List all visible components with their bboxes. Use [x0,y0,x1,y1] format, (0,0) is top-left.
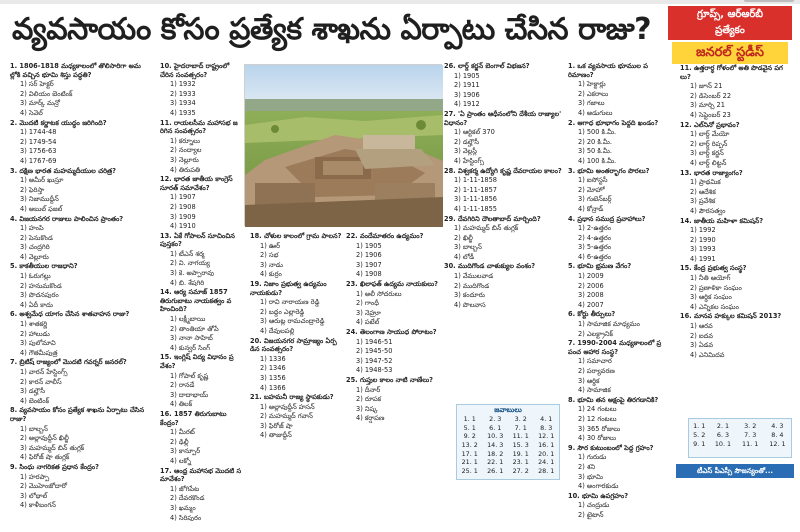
answer-option: 4) 1366 [260,383,286,392]
answer-option: 3) 2008 [578,291,604,300]
answer-option: 4) గౌతమీపుత్ర [20,348,58,357]
question-text: 1. 1806-1818 మధ్యకాలంలో తొలిసారిగా అమల్లోకి వచ్చిన భూమి శిస్తు పద్ధతి? [10,62,141,79]
answer-option: 3) కాన్పూర్ [170,447,201,456]
answer-option: 3) ఆర్థిక సంఘం [690,293,732,302]
answer-cell: 5. 1 [463,423,476,432]
answer-option: 2) ఢిల్లీ [170,437,189,446]
answer-cell: 21. 1 [461,458,478,467]
answers-row [689,430,791,439]
question-text: 14. ఆర్య సమాజ్ 1857 తిరుగుబాటు నాయకత్వం వహించింది? [160,288,232,314]
answer-option: 4) కున్వర్ సింగ్ [170,343,210,352]
answer-option: 2) పర్యావరణ [578,367,615,375]
answers-row [689,439,791,448]
question-text: 14. జాతీయ మహిళా కమిషన్? [680,216,764,225]
answer-option: 3) మహమ్మద్ బిన్ తుగ్లక్ [20,443,85,452]
answer-cell: 11. 1 [512,432,529,441]
answer-option: 2) ఎలక్ట్రానిక్ [578,329,613,338]
question-text: 4. విజయనగర రాజులు పాలించిన ప్రాంతం? [10,214,124,223]
answer-option: 4) ఎనిమిదవ [690,350,725,359]
answer-option: 2) టైటాన్ [578,510,604,519]
answer-option: 2) ఎకరాలు [578,89,609,98]
answer-option: 4) హేస్టింగ్స్ [454,156,484,165]
answer-option: 1) 1907 [170,193,196,202]
answer-option: 2) హాలుడు [20,329,50,338]
answer-option: 4) వెల్లూరు [20,252,49,261]
answers-table-geography [689,421,791,448]
answer-option: 3) 1993 [690,245,716,254]
answer-option: 1) దీనార్ [356,385,381,394]
answer-cell: 6. 1 [489,423,502,432]
answer-cell: 16. 1 [538,441,555,450]
answer-option: 3) గజాలు [578,99,605,108]
answer-option: 3) పొదనపురం [20,291,59,300]
answer-option: 3) 5-ఉత్తరం [578,243,612,252]
question-text: 7. 1990-2004 మధ్యకాలంలో ప్రపంచ ఆహార సంస్థ? [568,339,662,356]
answer-option: 2) మోహో [578,185,605,194]
question-text: 3. దక్షిణ భారత మహమ్మదీయుల చరిత్ర? [10,166,117,175]
headline: వ్యవసాయం కోసం ప్రత్యేక శాఖను ఏర్పాటు చేసిన రాజు? [12,12,652,47]
answer-option: 2) వి. నాగయ్య [170,259,210,268]
answer-option: 3) 1934 [170,99,196,108]
question-text: 2. మొదటి కర్ణాటక యుద్ధం జరిగింది? [10,118,107,127]
answer-cell: 3. 2 [744,421,757,430]
answer-option: 4) బెంటింక్ [20,396,50,405]
answer-option: 1) వారన్ హేస్టింగ్స్ [20,368,68,376]
answer-option: 4) 1935 [170,108,196,117]
answer-option: 3) నిష్క [356,404,378,413]
answer-option: 3) డల్హౌసీ [20,387,45,396]
answer-cell: 9. 2 [463,432,476,441]
question-text: 8. భూమి తన అక్షంపై తిరగడానికి? [568,395,659,404]
answer-option: 1) లార్డ్ మేయో [690,130,730,139]
answer-option: 1) 24 గంటలు [578,405,617,414]
answer-cell: 5. 2 [693,430,706,439]
question-text: 25. గుప్తుల కాలం నాటి నాణేలు? [346,375,433,384]
answer-option: 3) కందూరు [454,291,485,300]
answer-option: 4) పొలవాస [454,300,486,309]
answer-option: 1) రావి నారాయణ రెడ్డి [260,298,320,307]
answer-option: 2) 1911 [454,81,480,90]
question-text: 1. ఒక వ్యవసాయ భూముల పరిమాణం? [568,62,648,79]
answer-option: 3) ఖమ్మం [170,503,196,512]
answer-option: 2) ప్రణాళికా సంఘం [690,283,742,292]
question-text: 16. 1857 తిరుగుబాటు కేంద్రం? [160,409,227,427]
answer-option: 4) కర్షాపణ [356,414,385,423]
answer-option: 3) నాడు [260,260,283,269]
answer-option: 3) ప్రవేశిక [690,197,716,206]
question-text: 19. నిజాం ప్రభుత్వ ఉద్యమం నాయకుడు? [250,279,327,297]
answer-cell: 19. 1 [512,449,529,458]
answer-option: 4) పౌరసత్వం [690,206,726,215]
answer-option: 4) బి. శేషగిరి [170,278,205,287]
answer-option: 4) 1948-53 [356,366,393,375]
question-text: 28. విశ్వకర్మ ఉద్యోగి కృష్ణ దేవరాయల కాలం? [444,166,562,175]
answer-option: 1) 1905 [454,71,480,80]
answer-option: 3) కె. అప్పారావు [170,269,214,278]
question-text: 4. ప్రధాన సముద్ర ప్రవాహాలు? [568,214,646,223]
question-text: 22. వందేమాతరం ఉద్యమం? [346,232,424,240]
answer-option: 4) లక్నో [170,456,192,465]
question-text: 23. ఖిలాఫత్ ఉద్యమ నాయకులు? [346,279,438,288]
answer-option: 4) సెప్టెంబర్ 23 [690,110,731,119]
answer-option: 2) రానడే [170,381,195,390]
answer-option: 3) నానా సాహిబ్ [170,334,213,343]
answer-option: 4) పటేల్ [356,318,380,327]
answer-option: 3) 1356 [260,373,286,382]
answer-option: 4) ఫిరోజ్ షా తుగ్లక్ [20,453,70,462]
answer-option: 1) సామాజిక మాధ్యమం [578,320,640,329]
answers-row [457,432,559,441]
answer-option: 2) 1933 [170,89,196,98]
answer-option: 2) ముదిగొండ [454,281,490,290]
answer-option: 4) అంగారకుడు [578,482,619,491]
answer-option: 1) అమీర్ ఖుస్రూ [20,176,64,185]
answer-option: 3) నిజాముద్దీన్ [20,195,59,204]
answer-option: 1) ప్రాథమిక [690,178,721,187]
answer-option: 2) 1346 [260,364,286,373]
answer-option: 2) 1990 [690,235,716,244]
answer-option: 2) కారన్ వాలీస్ [20,377,62,386]
answer-option: 3) ఆరుట్ల రామచంద్రారెడ్డి [260,317,325,326]
question-text: 12. ఎల్‌నినో ప్రభావం? [680,120,740,129]
answer-option: 2) 20 కి.మీ. [578,137,612,146]
answer-cell: 4. 1 [540,415,553,424]
answer-option: 4) తిలక్ [170,400,193,409]
answer-option: 1) శాతకర్ణి [20,320,48,329]
answer-option: 2) 4-ఉత్తరం [578,233,612,242]
answer-option: 3) ఫిరోజ్ షా [260,421,293,430]
answer-option: 1) నీతి ఆయోగ్ [690,274,731,283]
answer-option: 3) నెహ్రూ [356,308,381,317]
answer-option: 1) లక్ష్మీబాయి [170,315,206,324]
answer-option: 1) అలీ సోదరులు [356,289,402,298]
answer-option: 2) డల్హౌసీ [454,137,479,146]
answer-option: 2) తాంతియా తోపే [170,324,219,333]
answers-row [457,415,559,424]
answer-option: 2) ఆదేశిక [690,187,716,196]
answer-option: 3) 1906 [454,90,480,99]
answers-row [457,449,559,458]
answer-option: 3) 1-11-1856 [454,195,497,204]
question-column-5 [444,62,562,402]
answer-option: 1) సర్ హెక్టర్ [20,80,54,89]
answer-option: 4) 6-ఉత్తరం [578,252,612,261]
answer-cell: 12. 1 [538,432,555,441]
question-column-1 [10,62,150,510]
answer-option: 2) ఐదవ [690,331,714,340]
answer-option: 4) 1908 [356,270,382,279]
answer-option: 2) డిసెంబర్ 22 [690,91,732,100]
answer-cell: 8. 3 [540,423,553,432]
answer-option: 3) 1947-52 [356,356,393,365]
answer-option: 4) లార్డ్ లిట్టన్ [690,158,727,167]
question-text: 9. సింధు నాగరికత ప్రధాన కేంద్రం? [10,462,99,471]
answers-box-history [456,404,560,480]
answer-option: 4) 1-11-1855 [454,204,497,213]
answer-option: 3) బాల్బన్ [454,243,482,252]
answer-cell: 23. 1 [512,458,529,467]
answer-option: 1) హంపి [20,224,44,233]
ruins-photo [244,64,442,226]
answer-option: 2) విలియం బెంటింక్ [20,89,73,98]
answer-option: 2) అల్లావుద్దీన్ ఖిల్జీ [20,434,69,443]
answer-option: 2) 1906 [356,251,382,260]
question-text: 8. వ్యవసాయం కోసం ప్రత్యేక శాఖను ఏర్పాటు చేసిన రాజు? [10,406,145,423]
question-text: 15. ఇంగ్లిష్ విద్య విధానం ప్రవేశం? [160,353,234,370]
question-text: 10. హైదరాబాద్ రాష్ట్రంలో చేరిన సంవత్సరం? [160,62,230,79]
answer-cell: 7. 3 [744,430,757,439]
answer-option: 1) మహమ్మద్ బిన్ తుగ్లక్ [454,224,519,233]
answer-option: 3) వెల్లస్లీ [454,147,477,156]
answer-cell: 24. 1 [538,458,555,467]
answer-option: 2) నంద్యాల [170,146,202,155]
answer-option: 1) టీఎన్ శర్మ [170,249,205,258]
answer-option: 3) భూమి [578,472,603,481]
answers-row [689,421,791,430]
answer-option: 3) 50 కి.మీ. [578,147,612,156]
answer-option: 2) శని [578,462,596,471]
question-text: 20. విజయనగర సామ్రాజ్యం ఏర్పడిన సంవత్సరం? [250,336,337,354]
question-text: 27. 'ఏ ప్రాంతం ఆధీనంలోని దేశీయ రాజ్యాల' విధానం? [444,109,562,127]
answer-cell: 10. 3 [487,432,504,441]
answer-option: 2) ఫెరిస్తా [20,185,45,194]
answer-cell: 28. 1 [538,466,555,475]
question-column-6 [568,62,672,519]
answer-option: 3) చంద్రగిరి [20,243,50,252]
answer-cell: 26. 1 [487,466,504,475]
answers-row [457,458,559,467]
answer-option: 4) లోడీ [454,252,475,261]
answer-option: 1) జూన్ 21 [690,82,723,91]
answer-option: 4) 30 రోజులు [578,434,616,443]
answer-option: 3) మార్చి 21 [690,101,725,110]
answer-option: 1) 1-11-1858 [454,176,497,185]
answer-option: 3) 1907 [356,260,382,269]
answer-cell: 10. 1 [714,439,732,448]
answer-option: 4) కోన్రాడ్ [578,204,604,213]
question-text: 7. బ్రిటిష్ రాజ్యంలో మొదటి గవర్నర్ జనరల్? [10,358,127,367]
badge-line-2: ప్రత్యేకం [668,24,792,40]
answer-cell: 20. 1 [538,449,555,458]
answer-option: 4) సామాజిక [578,386,611,395]
answer-cell: 22. 1 [487,458,504,467]
answer-option: 4) దేవులపల్లి [260,326,295,335]
answer-option: 4) 1991 [690,254,716,263]
question-text: 5. భూమి భ్రమణ వేగం? [568,262,632,271]
question-text: 18. చోళుల కాలంలో గ్రామ పాలన? [250,232,342,240]
answer-option: 4) అబుల్ ఫజల్ [20,204,63,213]
answer-option: 1) 1905 [356,241,382,250]
answer-cell: 8. 4 [771,430,784,439]
answer-option: 4) సెవెల్ [20,108,43,117]
answer-option: 2) బద్దం ఎల్లారెడ్డి [260,307,305,316]
answer-option: 2) 1749-54 [20,137,57,146]
answer-cell: 27. 2 [512,466,529,475]
top-strip-tab [744,0,794,2]
answer-option: 4) తాజుద్దీన్ [260,431,292,440]
answers-row [457,441,559,450]
question-text: 6. కోర్టు తీర్పులు? [568,310,616,319]
answer-option: 1) 1336 [260,354,286,363]
answer-option: 3) దాదాభాయ్ [170,390,209,399]
answer-option: 3) 1909 [170,212,196,221]
answer-option: 2) ఖిల్జీ [454,233,473,242]
answer-option: 1) ఐసోస్టసీ [578,176,608,185]
answer-option: 2) 12 గంటలు [578,414,617,423]
question-text: 11. ఉత్తరార్ధ గోళంలో అతి పొడవైన పగలు? [680,64,783,81]
question-text: 17. ఆంధ్ర మహాసభ మొదటి సమావేశం? [160,466,242,484]
answer-option: 4) 1912 [454,100,480,109]
answer-option: 1) గోపాల్ కృష్ణ [170,371,209,380]
answer-option: 2) మొహెంజోదారో [20,482,68,491]
answer-cell: 1. 1 [463,415,476,424]
answer-option: 4) తిరుపతి [170,165,201,174]
question-text: 30. ముదిగొండ చాళుక్యుల వంశం? [444,262,536,271]
top-strip [0,0,800,4]
footer-credit: టీఎస్ పీఎస్సీ సౌజన్యంతో... [676,464,794,478]
answer-option: 4) అడుగులు [578,108,613,117]
section-badge [668,6,792,62]
answer-option: 1) 500 కి.మీ. [578,128,617,137]
question-text: 3. భూమి అంతర్భాగం పొరలు? [568,166,650,175]
answer-option: 4) 2007 [578,300,604,309]
answer-option: 1) 1744-48 [20,128,57,137]
answer-option: 3) మార్క్ మన్రో [20,99,60,108]
answer-option: 3) 365 రోజులు [578,424,621,433]
ruins-photo-image [245,65,443,227]
answer-option: 2) 1-11-1857 [454,185,497,194]
answer-cell: 13. 2 [461,441,478,450]
answers-title: జవాబులు [494,406,522,414]
answer-option: 1) గురుడు [578,453,607,462]
question-text: 29. దేవగిరిని దౌలతాబాద్ మార్చింది? [444,214,541,223]
answer-option: 1) 1932 [170,80,196,89]
answer-option: 1) వేములవాడ [454,272,494,281]
answer-cell: 11. 1 [742,439,759,448]
answer-option: 1) ఆరవ [690,322,713,331]
answer-cell: 12. 1 [769,439,786,448]
answer-option: 3) లార్డ్ కర్జన్ [690,149,724,158]
question-text: 5. కాకతీయుల రాజధాని? [10,262,78,271]
answer-option: 1) బాల్బన్ [20,424,48,433]
answer-option: 1) 1992 [690,226,716,235]
answer-option: 4) 1910 [170,222,196,231]
answer-cell: 1. 1 [693,421,706,430]
answer-option: 2) గాంధీ [356,299,379,308]
question-text: 21. బహమనీ రాజ్య స్థాపకుడు? [250,393,334,402]
answer-option: 1) హెక్టార్లు [578,80,606,89]
question-text: 10. భూమి ఉపగ్రహం? [568,491,629,500]
answer-option: 3) పులోమావి [20,339,56,348]
answer-option: 1) సమాచార [578,357,612,366]
answer-cell: 9. 1 [693,439,706,448]
question-text: 15. కేంద్ర ప్రభుత్వ సంస్థ? [680,264,747,273]
answer-option: 2) లార్డ్ రిప్పన్ [690,139,728,148]
question-column-4 [346,232,438,532]
answers-table-history [457,415,559,475]
answer-option: 4) ఎన్నికల సంఘం [690,302,739,311]
answer-option: 2) సభ [260,251,279,260]
answer-cell: 14. 3 [487,441,504,450]
answers-box-geography [688,418,792,458]
answers-row [457,467,559,476]
answer-option: 4) 1767-69 [20,156,57,165]
answer-cell: 6. 3 [716,430,730,439]
answer-cell: 2. 1 [716,421,730,430]
answer-cell: 2. 3 [489,415,502,424]
answer-option: 4) సిరిపురం [170,513,202,522]
answer-cell: 18. 2 [487,449,504,458]
badge-line-3: జనరల్ స్టడీస్ [672,42,788,64]
answer-option: 4) ఏదీ కాదు [20,300,53,309]
answer-option: 1) ఊర్ [260,241,280,250]
answer-option: 2) రూపక [356,395,382,404]
answer-cell: 7. 1 [514,423,527,432]
answer-option: 2) పెనుకొండ [20,233,53,242]
badge-line-1: గ్రూప్స్, ఆర్ఆర్‌బీ [668,6,792,24]
question-text: 13. ఏకే గోపాలన్ సూచించిన పుస్తకం? [160,231,235,249]
answer-option: 3) ఆర్థిక [578,376,600,385]
answer-option: 1) జోగిపేట [170,484,200,493]
answer-option: 3) ఏడవ [690,341,714,350]
question-column-3 [250,232,342,532]
answer-option: 2) 1908 [170,202,196,211]
answer-option: 2) 1945-50 [356,347,393,356]
question-text: 11. రాయలసీమ మహాసభ జరిగిన సంవత్సరం? [160,118,238,136]
answer-option: 2) దేవరకొండ [170,494,205,503]
question-text: 2. ఆగాధ భూభాగం పెద్దది ఖండం? [568,118,659,127]
answer-option: 1) 2009 [578,272,604,281]
answer-cell: 4. 3 [771,421,784,430]
question-text: 13. భారత రాజ్యాంగం? [680,168,743,177]
answer-cell: 3. 2 [514,415,527,424]
question-text: 16. మానవ హక్కుల కమిషన్ 2013? [680,312,782,321]
answer-option: 1) ఆర్టికల్ 370 [454,128,495,137]
question-text: 9. సౌర కుటుంబంలో పెద్ద గ్రహం? [568,443,654,452]
answer-option: 1) 2-ఉత్తరం [578,224,612,233]
answer-cell: 15. 3 [512,441,529,450]
answer-cell: 17. 1 [461,449,478,458]
question-text: 6. అశ్వమేధ యాగం చేసిన శాతవాహన రాజు? [10,310,130,319]
answer-option: 2) హనుమకొండ [20,281,62,290]
answer-option: 1) మీరట్ [170,428,195,437]
answer-option: 3) 1756-63 [20,147,57,156]
answer-option: 1) చంద్రుడు [578,501,610,510]
answers-row [457,424,559,433]
question-text: 12. భారత జాతీయ కాంగ్రెస్ సూరత్ సమావేశం? [160,175,233,192]
answer-option: 2) మహమ్మద్ గవాన్ [260,412,313,421]
answer-option: 2) 2006 [578,281,604,290]
answer-cell: 25. 1 [461,466,478,475]
question-column-2 [160,62,242,522]
answer-option: 1) ఓరుగల్లు [20,272,51,281]
answer-option: 1) అల్లావుద్దీన్ హసన్ [260,402,315,411]
answer-option: 3) గుటెన్‌బర్గ్ [578,195,612,204]
answer-option: 1) కర్నూలు [170,136,200,145]
question-text: 26. లార్డ్ కర్జన్ బెంగాల్ విభజన? [444,62,530,70]
answer-option: 1) హరప్పా [20,472,50,481]
answer-option: 4) కుర్రం [260,270,282,279]
answer-option: 3) నెల్లూరు [170,155,199,164]
answer-option: 4) 100 కి.మీ. [578,156,617,165]
answer-option: 4) కాళీబంగన్ [20,501,56,510]
answer-option: 3) లోథాల్ [20,491,48,500]
answer-option: 1) 1946-51 [356,337,393,346]
question-text: 24. తెలంగాణ సాయుధ పోరాటం? [346,327,437,336]
